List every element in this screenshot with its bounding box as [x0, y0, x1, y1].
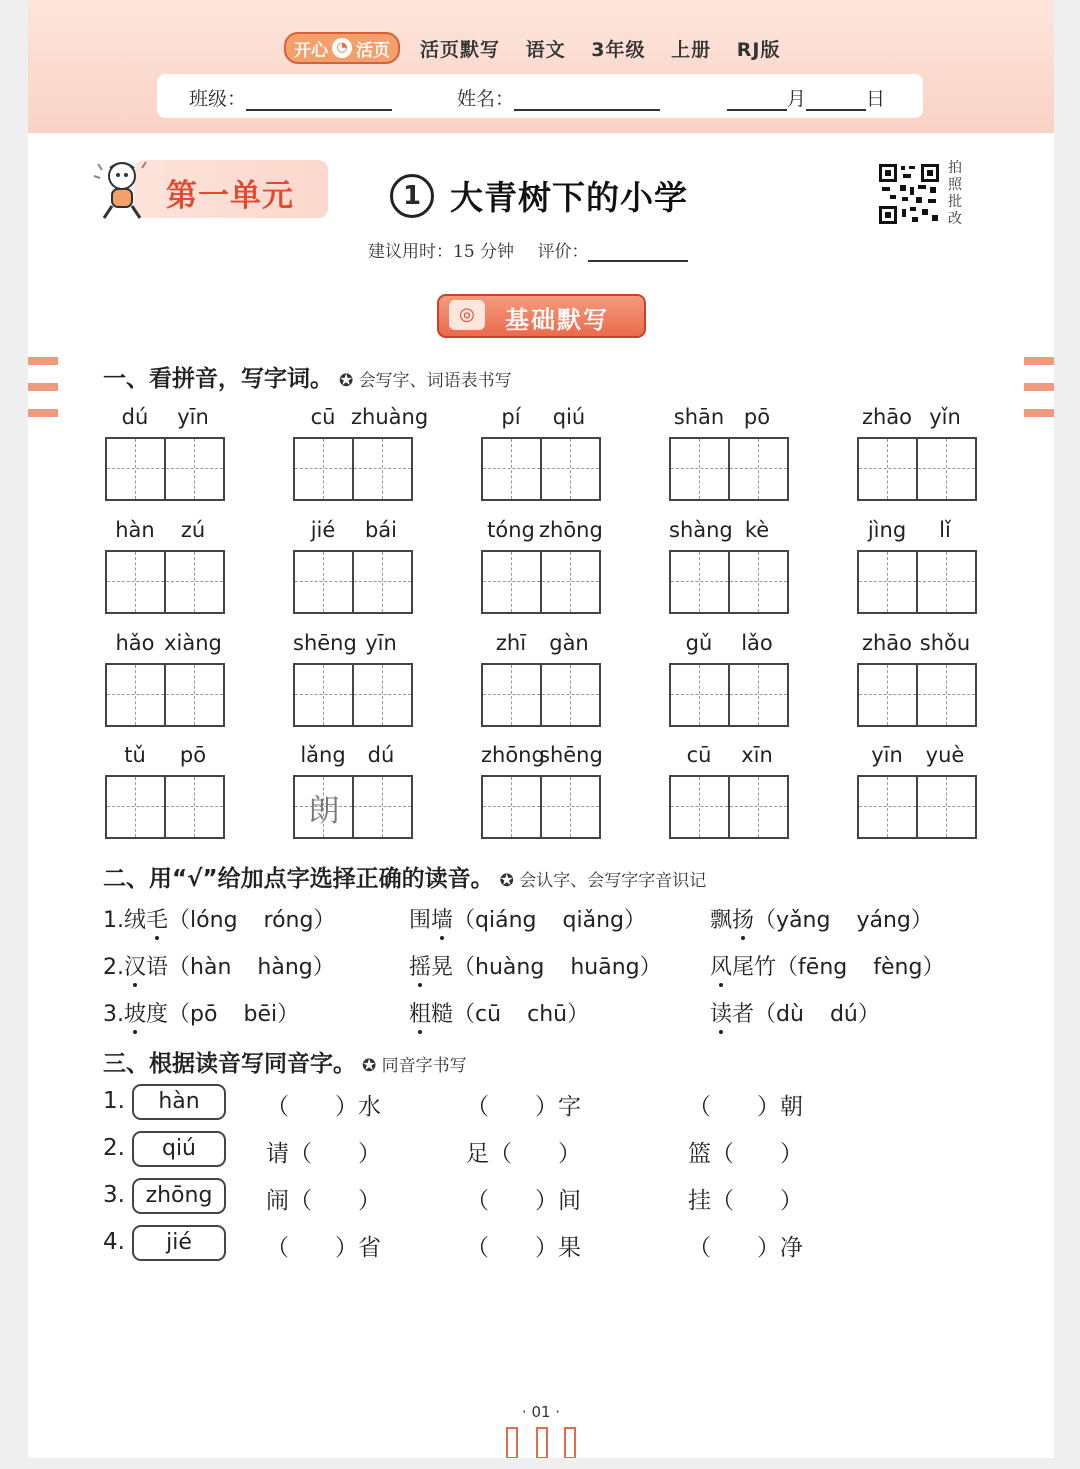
paren: ） [277, 1002, 300, 1027]
word-item [105, 518, 225, 544]
pinyin-label [105, 631, 225, 657]
word-char: 绒 [124, 908, 147, 933]
writing-boxes [293, 437, 413, 501]
pinyin-label [669, 631, 789, 657]
reading-option[interactable]: qiǎng [562, 908, 624, 933]
dotted-char: 摇 [409, 955, 432, 980]
writing-boxes [481, 550, 601, 614]
rating-label: 评价： [537, 242, 589, 262]
reading-question [103, 997, 299, 1028]
pinyin-prompt [132, 1178, 226, 1214]
dotted-char: 坡 [124, 1002, 147, 1027]
paren: （ [453, 908, 476, 933]
paren: ） [639, 955, 662, 980]
student-info-bar [157, 74, 923, 118]
reading-question [409, 997, 589, 1028]
question-number: 3. [103, 1002, 124, 1027]
reading-option[interactable]: fēng [798, 955, 848, 980]
pinyin-syllable: jié [310, 518, 336, 542]
paren: ） [313, 908, 336, 933]
homophone-blank[interactable]: 闹（ ） [266, 1188, 381, 1214]
pinyin-syllable: cū [686, 743, 712, 767]
writing-cell[interactable] [540, 552, 599, 612]
suggested-time: 建议用时：15 分钟 [368, 242, 515, 262]
writing-cell[interactable] [352, 552, 411, 612]
pinyin-label [481, 405, 601, 431]
pinyin-syllable: qiú [552, 405, 586, 429]
paren: （ [453, 955, 476, 980]
dotted-char: 读 [710, 1002, 733, 1027]
reading-question [103, 903, 335, 934]
word-item [669, 518, 789, 544]
writing-cell[interactable] [107, 439, 164, 499]
writing-cell[interactable] [728, 665, 787, 725]
writing-cell[interactable] [483, 552, 540, 612]
word-item [293, 405, 429, 431]
homophone-blank[interactable]: （ ）果 [466, 1235, 581, 1261]
pinyin-syllable: jìng [867, 518, 907, 542]
writing-cell[interactable] [295, 665, 352, 725]
writing-cell[interactable] [540, 665, 599, 725]
paren: （ [754, 908, 777, 933]
word-item [857, 743, 977, 769]
class-field [189, 84, 392, 111]
reading-question [409, 903, 646, 934]
pinyin-box: zhōng [132, 1178, 226, 1214]
writing-cell[interactable] [164, 439, 223, 499]
pinyin-label [293, 743, 413, 769]
question-number: 4. [103, 1229, 125, 1255]
writing-boxes [293, 775, 413, 839]
section1-note: ✪ 会写字、词语表书写 [339, 371, 512, 391]
homophone-blank[interactable]: 足（ ） [466, 1141, 581, 1167]
word-char: 围 [409, 908, 432, 933]
reading-option[interactable]: hàng [257, 955, 313, 980]
paren: （ [168, 908, 191, 933]
pinyin-label [105, 518, 225, 544]
word-item [105, 743, 225, 769]
brand-logo: 开心 ◔ 活页 [284, 32, 400, 64]
word-item [481, 631, 601, 657]
right-side-marks [1024, 357, 1054, 435]
pinyin-label [105, 743, 225, 769]
section1-heading [103, 360, 512, 393]
date-field [727, 84, 885, 111]
badge-icon: ◎ [449, 300, 485, 330]
writing-cell[interactable] [164, 665, 223, 725]
section2-title: 二、用“√”给加点字选择正确的读音。 [103, 866, 494, 892]
writing-cell[interactable] [295, 439, 352, 499]
writing-cell[interactable] [728, 552, 787, 612]
dotted-char: 汉 [124, 955, 147, 980]
writing-boxes [669, 775, 789, 839]
reading-option[interactable]: lóng [190, 908, 238, 933]
class-blank[interactable] [246, 89, 392, 111]
word-char: 飘 [710, 908, 733, 933]
writing-cell[interactable] [671, 665, 728, 725]
pinyin-label [669, 405, 789, 431]
pinyin-syllable: tǔ [124, 743, 146, 767]
pinyin-syllable: tóng [487, 518, 535, 542]
reading-question [710, 950, 944, 981]
pinyin-prompt [132, 1084, 226, 1120]
reading-option[interactable]: huàng [475, 955, 545, 980]
pinyin-box: qiú [132, 1131, 226, 1167]
word-item [105, 405, 225, 431]
paren: （ [168, 955, 191, 980]
pinyin-prompt [132, 1225, 226, 1261]
pinyin-label [481, 743, 601, 769]
book-info-item: 语文 [525, 38, 566, 61]
reading-option[interactable]: dù [776, 1002, 804, 1027]
pinyin-syllable: shān [673, 405, 725, 429]
writing-boxes [105, 775, 225, 839]
reading-option[interactable]: yǎng [776, 908, 831, 933]
pinyin-syllable: gàn [549, 631, 589, 655]
reading-option[interactable]: chū [527, 1002, 568, 1027]
word-item [669, 743, 789, 769]
writing-boxes [669, 437, 789, 501]
pinyin-prompt [132, 1131, 226, 1167]
qr-code-icon[interactable] [878, 163, 940, 225]
pinyin-syllable: zhōng [481, 743, 545, 767]
paren: ） [922, 955, 945, 980]
word-item [857, 405, 977, 431]
pinyin-syllable: lǎng [300, 743, 346, 767]
reading-question [103, 950, 335, 981]
word-char: 者 [732, 1002, 755, 1027]
paren: （ [453, 1002, 476, 1027]
pinyin-syllable: zhī [495, 631, 527, 655]
word-item [481, 405, 601, 431]
pinyin-label [105, 405, 225, 431]
pinyin-syllable: shēng [293, 631, 357, 655]
name-field [457, 84, 660, 111]
worksheet-page [28, 0, 1054, 1458]
dotted-char: 扬 [732, 908, 755, 933]
pinyin-syllable: xiàng [164, 631, 222, 655]
homophone-blank[interactable]: （ ）朝 [688, 1094, 803, 1120]
pinyin-syllable: lǐ [939, 518, 951, 542]
writing-boxes [105, 437, 225, 501]
writing-cell[interactable] [352, 439, 411, 499]
month-blank[interactable] [727, 89, 787, 111]
unit-label: 第一单元 [166, 178, 294, 214]
footer-bars [506, 1427, 576, 1457]
pinyin-syllable: shēng [539, 743, 603, 767]
reading-option[interactable]: róng [263, 908, 314, 933]
pinyin-label [293, 518, 413, 544]
section-badge [437, 294, 646, 338]
pinyin-label [481, 518, 601, 544]
pinyin-syllable: yīn [365, 631, 397, 655]
section1-title: 一、看拼音，写字词。 [103, 366, 333, 392]
word-char: 语 [146, 955, 169, 980]
pinyin-syllable: yǐn [929, 405, 961, 429]
writing-cell[interactable] [916, 439, 975, 499]
writing-cell[interactable] [671, 777, 728, 837]
pinyin-syllable: gǔ [685, 631, 713, 655]
pinyin-syllable: zhuàng [351, 405, 429, 429]
pinyin-syllable: lǎo [741, 631, 773, 655]
pinyin-label [857, 743, 977, 769]
writing-cell[interactable] [107, 665, 164, 725]
photo-grading-note: 拍照批改 [948, 160, 962, 227]
writing-cell[interactable] [540, 777, 599, 837]
writing-cell[interactable] [728, 439, 787, 499]
pinyin-syllable: pō [179, 743, 207, 767]
word-item [293, 743, 413, 829]
paren: （ [168, 1002, 191, 1027]
page-number: · 01 · [521, 1403, 561, 1421]
word-item [293, 518, 413, 544]
writing-cell[interactable] [295, 552, 352, 612]
word-char: 尾竹 [732, 955, 777, 980]
pinyin-syllable: zhāo [861, 631, 913, 655]
section2-heading [103, 860, 706, 893]
word-item [293, 631, 413, 657]
pinyin-syllable: yuè [925, 743, 965, 767]
pinyin-syllable: pí [501, 405, 521, 429]
pinyin-syllable: pō [743, 405, 771, 429]
section3-note: ✪ 同音字书写 [362, 1056, 467, 1076]
section3-heading [103, 1045, 467, 1078]
reading-option[interactable]: dú [829, 1002, 858, 1027]
pinyin-syllable: zhōng [539, 518, 603, 542]
writing-boxes [293, 550, 413, 614]
pinyin-syllable: dú [121, 405, 149, 429]
writing-cell[interactable] [483, 439, 540, 499]
brand-line [284, 33, 798, 63]
writing-cell[interactable] [916, 552, 975, 612]
question-number: 1. [103, 1088, 125, 1114]
writing-cell[interactable] [728, 777, 787, 837]
unit-tag [88, 156, 328, 222]
writing-boxes [669, 550, 789, 614]
mascot-icon [88, 156, 158, 222]
word-item [669, 631, 789, 657]
pinyin-label [481, 631, 601, 657]
writing-boxes [857, 663, 977, 727]
book-info [420, 35, 798, 62]
pinyin-box: hàn [132, 1084, 226, 1120]
word-char: 度 [146, 1002, 169, 1027]
dotted-char: 墙 [431, 908, 454, 933]
reading-option[interactable]: fèng [873, 955, 923, 980]
day-label: 日 [866, 88, 886, 110]
reading-question [710, 903, 933, 934]
logo-emblem-icon: ◔ [332, 38, 352, 58]
writing-boxes [481, 663, 601, 727]
word-char: 糙 [431, 1002, 454, 1027]
pinyin-syllable: shàng [669, 518, 733, 542]
word-item [857, 518, 977, 544]
writing-cell[interactable] [164, 777, 223, 837]
name-blank[interactable] [514, 89, 660, 111]
reading-option[interactable]: hàn [190, 955, 232, 980]
class-label: 班级： [189, 88, 247, 110]
pinyin-syllable: yīn [177, 405, 209, 429]
book-info-item: 活页默写 [420, 38, 501, 61]
writing-boxes [857, 775, 977, 839]
book-info-item: 上册 [671, 38, 712, 61]
question-number: 2. [103, 1135, 125, 1161]
book-info-item: RJ版 [736, 38, 781, 61]
reading-option[interactable]: huāng [570, 955, 640, 980]
homophone-blank[interactable]: （ ）间 [466, 1188, 581, 1214]
section2-note: ✪ 会认字、会写字字音识记 [499, 871, 707, 891]
pinyin-syllable: cū [310, 405, 336, 429]
writing-cell[interactable] [164, 552, 223, 612]
word-item [669, 405, 789, 431]
question-number: 2. [103, 955, 124, 980]
section3-title: 三、根据读音写同音字。 [103, 1051, 356, 1077]
pinyin-syllable: zú [180, 518, 206, 542]
writing-cell[interactable] [352, 777, 411, 837]
paren: ） [857, 1002, 880, 1027]
writing-boxes [481, 437, 601, 501]
pinyin-label [669, 518, 789, 544]
writing-cell[interactable] [859, 552, 916, 612]
homophone-blank[interactable]: 请（ ） [266, 1141, 381, 1167]
paren: ） [910, 908, 933, 933]
pinyin-syllable: xīn [741, 743, 773, 767]
homophone-blank[interactable]: （ ）字 [466, 1094, 581, 1120]
pinyin-syllable: kè [744, 518, 770, 542]
pinyin-syllable: bái [364, 518, 398, 542]
paren: ） [623, 908, 646, 933]
lesson-heading [390, 172, 688, 219]
pinyin-syllable: hàn [115, 518, 155, 542]
pinyin-syllable: zhāo [861, 405, 913, 429]
reading-option[interactable]: yáng [856, 908, 911, 933]
pinyin-label [857, 631, 977, 657]
pinyin-label [669, 743, 789, 769]
word-item [857, 631, 977, 657]
reading-option[interactable]: qiáng [475, 908, 537, 933]
writing-boxes [105, 663, 225, 727]
day-blank[interactable] [806, 89, 866, 111]
paren: （ [754, 1002, 777, 1027]
writing-boxes [293, 663, 413, 727]
writing-cell[interactable] [859, 439, 916, 499]
writing-cell[interactable] [107, 777, 164, 837]
written-character: 朗 [308, 793, 340, 829]
writing-cell[interactable] [859, 665, 916, 725]
left-side-marks [28, 357, 58, 435]
pinyin-syllable: dú [367, 743, 395, 767]
reading-question [710, 997, 880, 1028]
question-number: 1. [103, 908, 124, 933]
writing-cell[interactable] [540, 439, 599, 499]
pinyin-label [293, 631, 413, 657]
paren: ） [567, 1002, 590, 1027]
word-item [105, 631, 225, 657]
dotted-char: 毛 [146, 908, 169, 933]
writing-boxes [669, 663, 789, 727]
pinyin-label [857, 405, 977, 431]
lesson-title: 大青树下的小学 [450, 178, 688, 217]
writing-cell[interactable] [859, 777, 916, 837]
lesson-number: 1 [390, 174, 434, 218]
reading-option[interactable]: pō [190, 1002, 218, 1027]
homophone-blank[interactable]: （ ）省 [266, 1235, 381, 1261]
writing-cell[interactable] [295, 777, 352, 837]
writing-boxes [857, 550, 977, 614]
question-number: 3. [103, 1182, 125, 1208]
writing-cell[interactable] [916, 777, 975, 837]
writing-boxes [481, 775, 601, 839]
reading-question [409, 950, 662, 981]
reading-option[interactable]: cū [475, 1002, 502, 1027]
paren: （ [776, 955, 799, 980]
writing-cell[interactable] [107, 552, 164, 612]
pinyin-syllable: yīn [871, 743, 903, 767]
pinyin-label [293, 405, 429, 431]
homophone-blank[interactable]: 篮（ ） [688, 1141, 803, 1167]
writing-cell[interactable] [671, 552, 728, 612]
lesson-meta [368, 237, 688, 262]
writing-cell[interactable] [916, 665, 975, 725]
paren: ） [312, 955, 335, 980]
homophone-blank[interactable]: 挂（ ） [688, 1188, 803, 1214]
name-label: 姓名： [457, 88, 515, 110]
reading-option[interactable]: bēi [243, 1002, 278, 1027]
pinyin-label [857, 518, 977, 544]
pinyin-syllable: shǒu [919, 631, 971, 655]
word-char: 晃 [431, 955, 454, 980]
pinyin-syllable: hǎo [115, 631, 155, 655]
writing-boxes [857, 437, 977, 501]
dotted-char: 粗 [409, 1002, 432, 1027]
writing-cell[interactable] [671, 439, 728, 499]
rating-blank[interactable] [588, 242, 688, 262]
writing-cell[interactable] [352, 665, 411, 725]
word-item [481, 518, 601, 544]
writing-boxes [105, 550, 225, 614]
dotted-char: 风 [710, 955, 733, 980]
word-item [481, 743, 601, 769]
book-info-item: 3年级 [591, 38, 646, 61]
writing-cell[interactable] [483, 665, 540, 725]
writing-cell[interactable] [483, 777, 540, 837]
pinyin-box: jié [132, 1225, 226, 1261]
month-label: 月 [787, 88, 807, 110]
homophone-blank[interactable]: （ ）水 [266, 1094, 381, 1120]
badge-label: 基础默写 [505, 306, 609, 334]
homophone-blank[interactable]: （ ）净 [688, 1235, 803, 1261]
